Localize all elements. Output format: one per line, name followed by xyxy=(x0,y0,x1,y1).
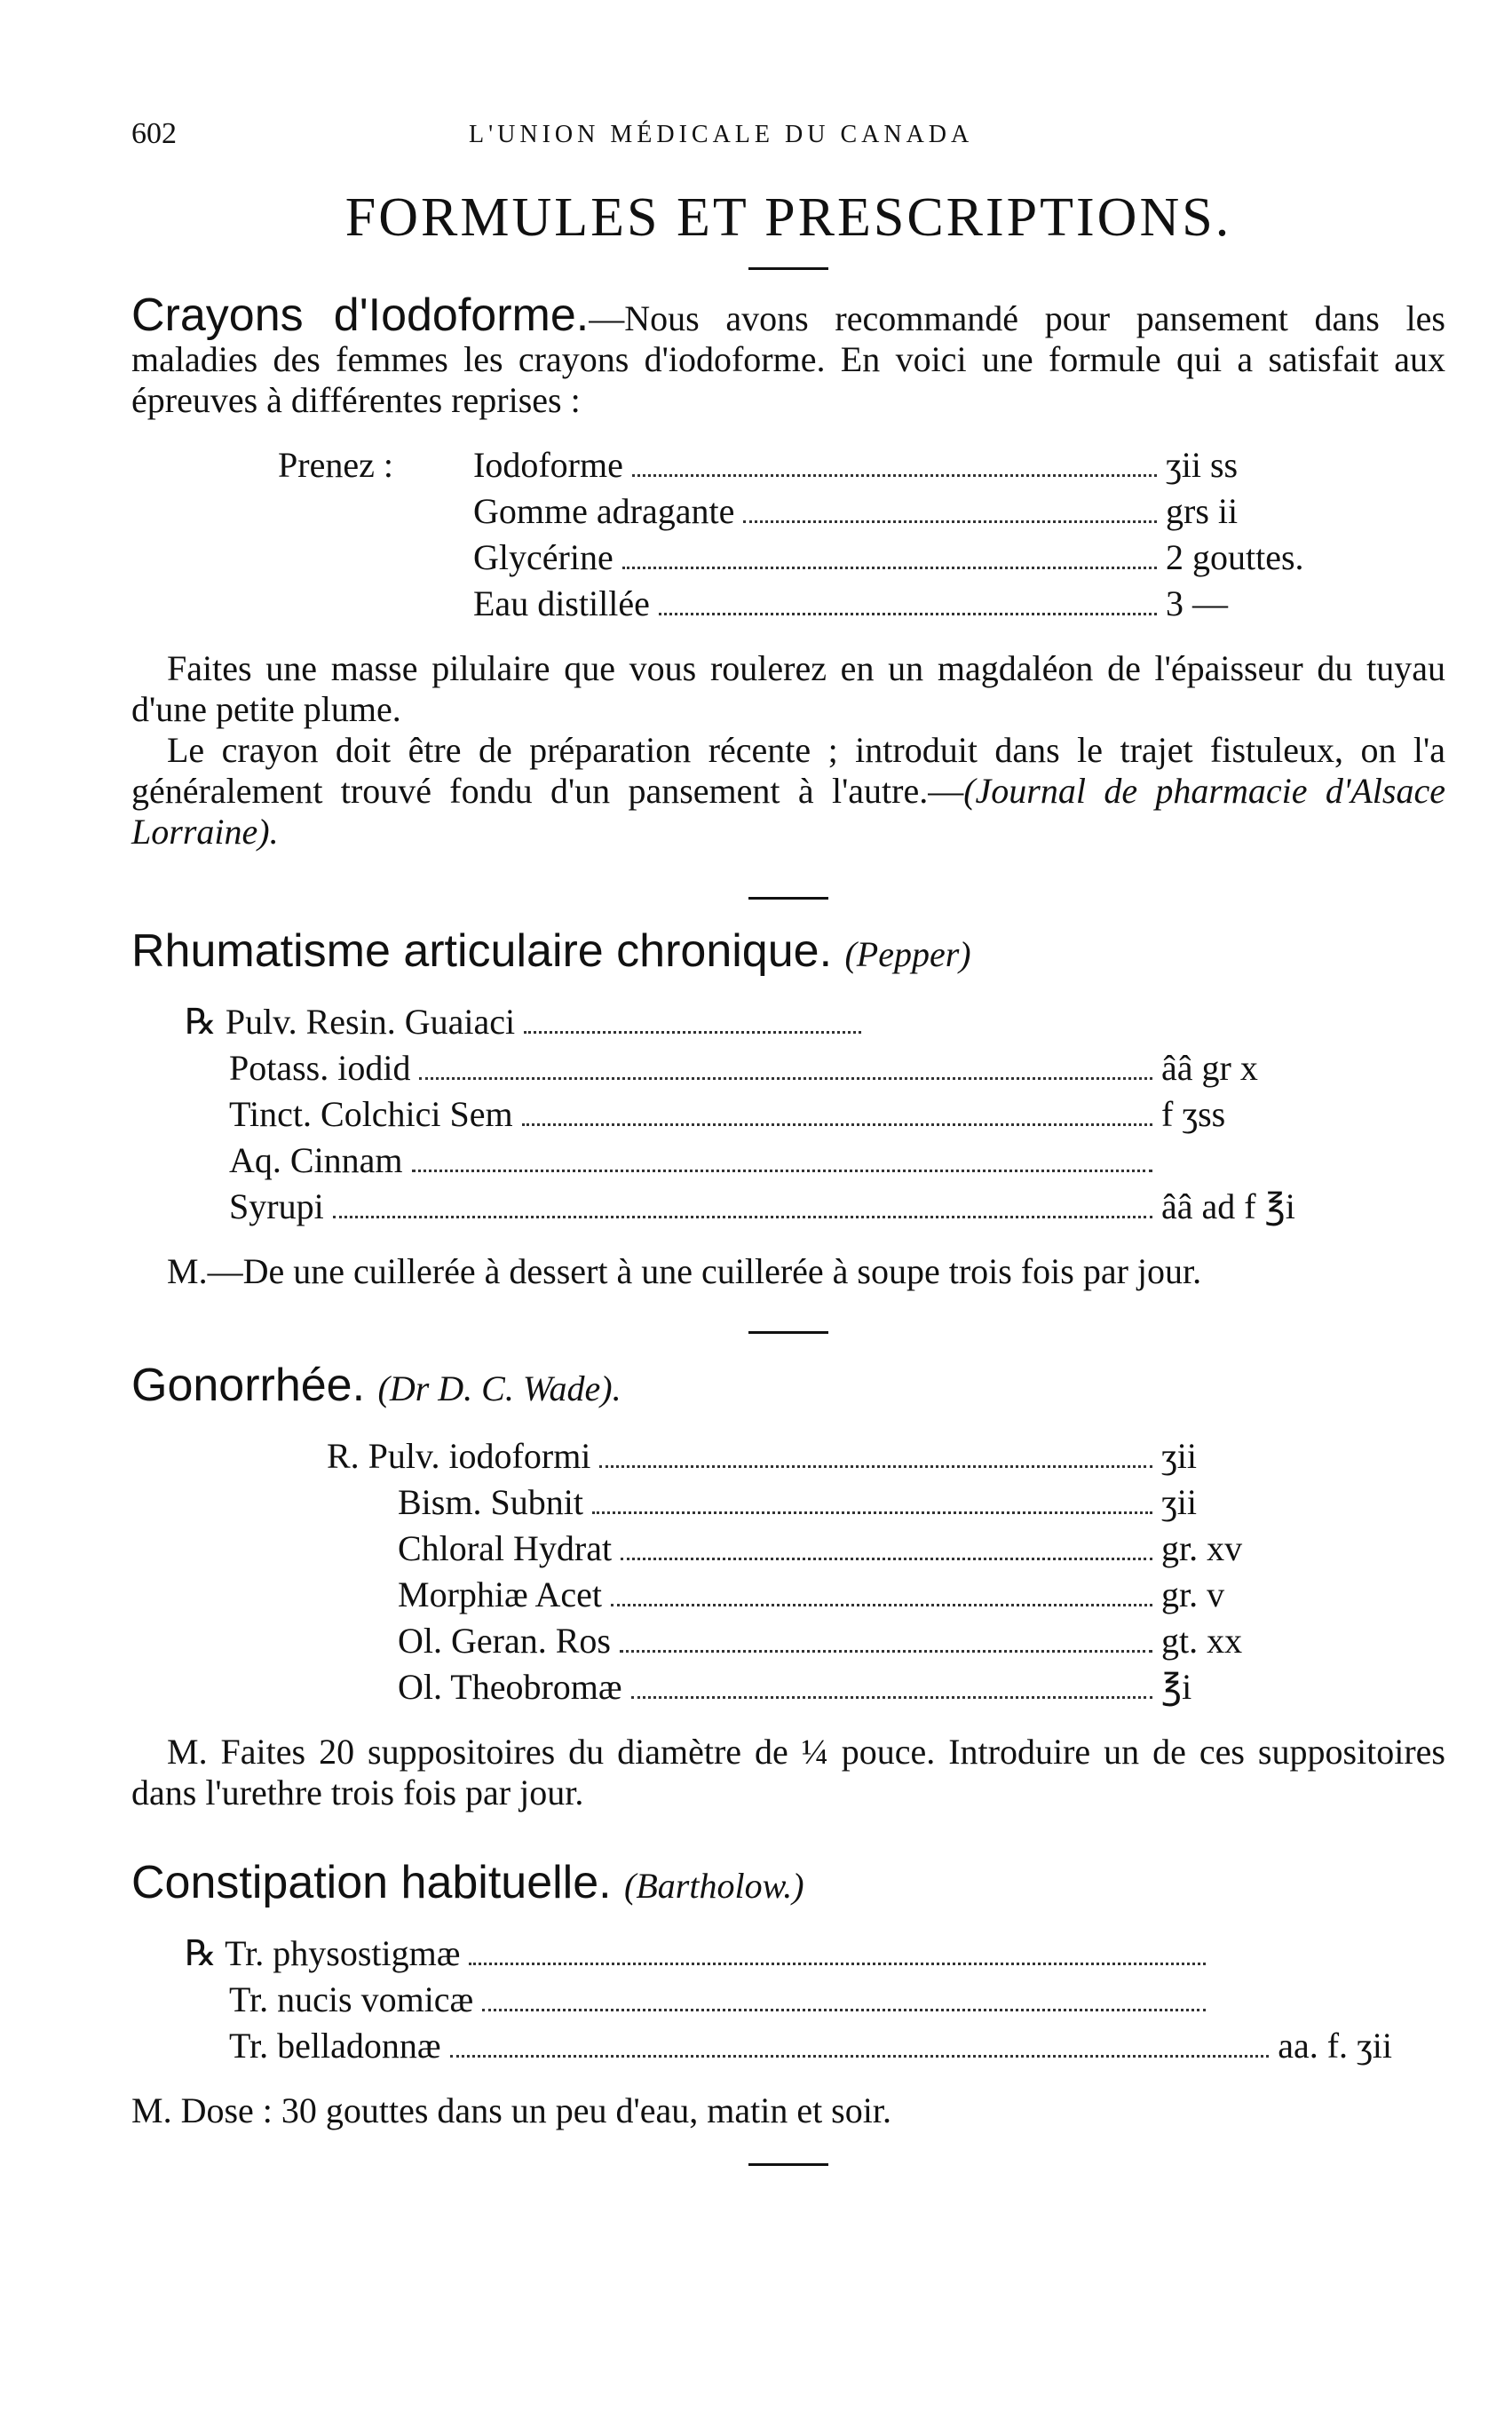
ingredient-dose: f ʒss xyxy=(1161,1094,1226,1134)
constipation-formula xyxy=(185,1931,1392,2069)
section-heading-iodoforme: Crayons d'Iodoforme. xyxy=(131,289,590,341)
formula-row xyxy=(185,1091,1366,1138)
ingredient-name: Syrupi xyxy=(229,1186,324,1226)
gonorrhee-heading-text: Gonorrhée. xyxy=(131,1360,366,1411)
formula-row xyxy=(278,442,1343,488)
iodoforme-intro xyxy=(131,289,1445,421)
ingredient-name: Tinct. Colchici Sem xyxy=(229,1094,513,1134)
leader-dots xyxy=(743,520,1157,523)
ingredient-name: Gomme adragante xyxy=(473,491,735,531)
page-number: 602 xyxy=(131,117,177,150)
formula-row xyxy=(185,1977,1215,2023)
section-heading-rhumatisme xyxy=(131,924,1445,978)
ingredient-dose: grs ii xyxy=(1166,491,1239,531)
journal-title: L'UNION MÉDICALE DU CANADA xyxy=(469,121,974,148)
ingredient-name: Ol. Theobromæ xyxy=(398,1667,622,1707)
ingredient-dose: ℥i xyxy=(1161,1667,1192,1707)
formula-row xyxy=(327,1618,1286,1664)
ingredient-dose: 3 — xyxy=(1166,583,1228,623)
ingredient-dose: ʒii ss xyxy=(1166,445,1239,485)
divider xyxy=(748,267,828,270)
ingredient-name: Glycérine xyxy=(473,537,614,577)
gonorrhee-formula xyxy=(327,1433,1286,1710)
running-head xyxy=(131,107,1445,160)
leader-dots xyxy=(599,1465,1152,1468)
leader-dots xyxy=(621,1558,1152,1560)
gonorrhee-directions: M. Faites 20 suppositoires du diamètre de ¼ pouce. Introduire un de ces suppositoires dans l'urethre trois fois par jour. xyxy=(131,1732,1445,1812)
iodoforme-para-2-text: Le crayon doit être de préparation récente ; introduit dans le trajet fistuleux, on l'a généralement trouvé fondu d'un pansement à l'autre.— xyxy=(131,730,1445,811)
ingredient-name: Iodoforme xyxy=(473,445,623,485)
leader-dots xyxy=(631,1696,1152,1699)
ingredient-name: Eau distillée xyxy=(473,583,650,623)
ingredient-name: ℞ Pulv. Resin. Guaiaci xyxy=(185,1002,516,1042)
formula-row xyxy=(327,1433,1286,1479)
formula-row xyxy=(185,2023,1392,2069)
ingredient-name: Tr. belladonnæ xyxy=(229,2026,441,2066)
ingredient-name: Morphiæ Acet xyxy=(398,1574,602,1614)
divider xyxy=(748,897,828,900)
section-heading-constipation xyxy=(131,1856,1445,1909)
formula-row xyxy=(327,1479,1286,1526)
leader-dots xyxy=(611,1604,1152,1606)
iodoforme-para-1: Faites une masse pilulaire que vous roulerez en un magdaléon de l'épaisseur du tuyau d'une petite plume. xyxy=(131,648,1445,729)
ingredient-dose: aa. f. ʒii xyxy=(1278,2026,1392,2066)
leader-dots xyxy=(620,1650,1152,1653)
formula-row xyxy=(278,535,1343,581)
ingredient-dose: ʒii xyxy=(1161,1436,1197,1476)
constipation-source: (Bartholow.) xyxy=(624,1866,804,1906)
page xyxy=(131,107,1445,2191)
ingredient-name: Ol. Geran. Ros xyxy=(398,1621,611,1661)
ingredient-dose: ââ gr x xyxy=(1161,1048,1258,1088)
formula-row xyxy=(185,1138,1366,1184)
formula-row xyxy=(185,1184,1366,1230)
prenez-label: Prenez : xyxy=(278,445,393,485)
formula-row xyxy=(278,581,1343,627)
constipation-heading-text: Constipation habituelle. xyxy=(131,1857,612,1908)
formula-row xyxy=(185,1931,1215,1977)
ingredient-name: Potass. iodid xyxy=(229,1048,411,1088)
iodoforme-formula xyxy=(278,442,1343,627)
ingredient-dose: gt. xx xyxy=(1161,1621,1243,1661)
iodoforme-para-2 xyxy=(131,730,1445,853)
page-title: FORMULES ET PRESCRIPTIONS. xyxy=(344,187,1232,248)
ingredient-name: Bism. Subnit xyxy=(398,1482,583,1522)
rhumatisme-formula xyxy=(185,999,1366,1230)
divider xyxy=(748,2163,828,2166)
leader-dots xyxy=(592,1511,1152,1514)
leader-dots xyxy=(659,613,1157,615)
rhumatisme-heading-text: Rhumatisme articulaire chronique. xyxy=(131,925,833,977)
leader-dots xyxy=(469,1963,1206,1965)
leader-dots xyxy=(522,1123,1152,1126)
section-heading-gonorrhee xyxy=(131,1359,1445,1412)
leader-dots xyxy=(419,1077,1152,1080)
iodoforme-source: (Journal de pharmacie d'Alsace Lorraine). xyxy=(131,771,1445,852)
ingredient-dose: ʒii xyxy=(1161,1482,1197,1522)
iodoforme-intro-text: —Nous avons recommandé pour pansement dans les maladies des femmes les crayons d'iodoforme. En voici une formule qui a satisfait aux épreuves à différentes reprises : xyxy=(131,298,1445,420)
leader-dots xyxy=(450,2055,1270,2058)
constipation-directions: M. Dose : 30 gouttes dans un peu d'eau, matin et soir. xyxy=(131,2090,891,2130)
ingredient-name: Chloral Hydrat xyxy=(398,1528,613,1568)
gonorrhee-source: (Dr D. C. Wade). xyxy=(377,1368,621,1408)
ingredient-name: Aq. Cinnam xyxy=(229,1140,403,1180)
formula-row xyxy=(278,488,1343,535)
rhumatisme-source: (Pepper) xyxy=(844,934,971,974)
rhumatisme-directions: M.—De une cuillerée à dessert à une cuillerée à soupe trois fois par jour. xyxy=(167,1251,1202,1291)
leader-dots xyxy=(632,474,1157,477)
formula-row xyxy=(185,1045,1366,1091)
leader-dots xyxy=(622,567,1157,569)
divider xyxy=(748,1331,828,1334)
ingredient-dose: 2 gouttes. xyxy=(1166,537,1304,577)
ingredient-dose: gr. v xyxy=(1161,1574,1225,1614)
leader-dots xyxy=(482,2009,1206,2011)
ingredient-name: ℞ Tr. physostigmæ xyxy=(185,1933,461,1973)
ingredient-dose: ââ ad f ℥i xyxy=(1161,1186,1295,1226)
formula-row xyxy=(185,999,1366,1045)
ingredient-dose: gr. xv xyxy=(1161,1528,1243,1568)
leader-dots xyxy=(333,1216,1152,1218)
formula-row xyxy=(327,1526,1286,1572)
leader-dots xyxy=(412,1170,1152,1172)
ingredient-name: Tr. nucis vomicæ xyxy=(229,1979,474,2019)
formula-row xyxy=(327,1572,1286,1618)
leader-dots xyxy=(524,1031,861,1034)
formula-row xyxy=(327,1664,1286,1710)
ingredient-name: R. Pulv. iodoformi xyxy=(327,1436,591,1476)
